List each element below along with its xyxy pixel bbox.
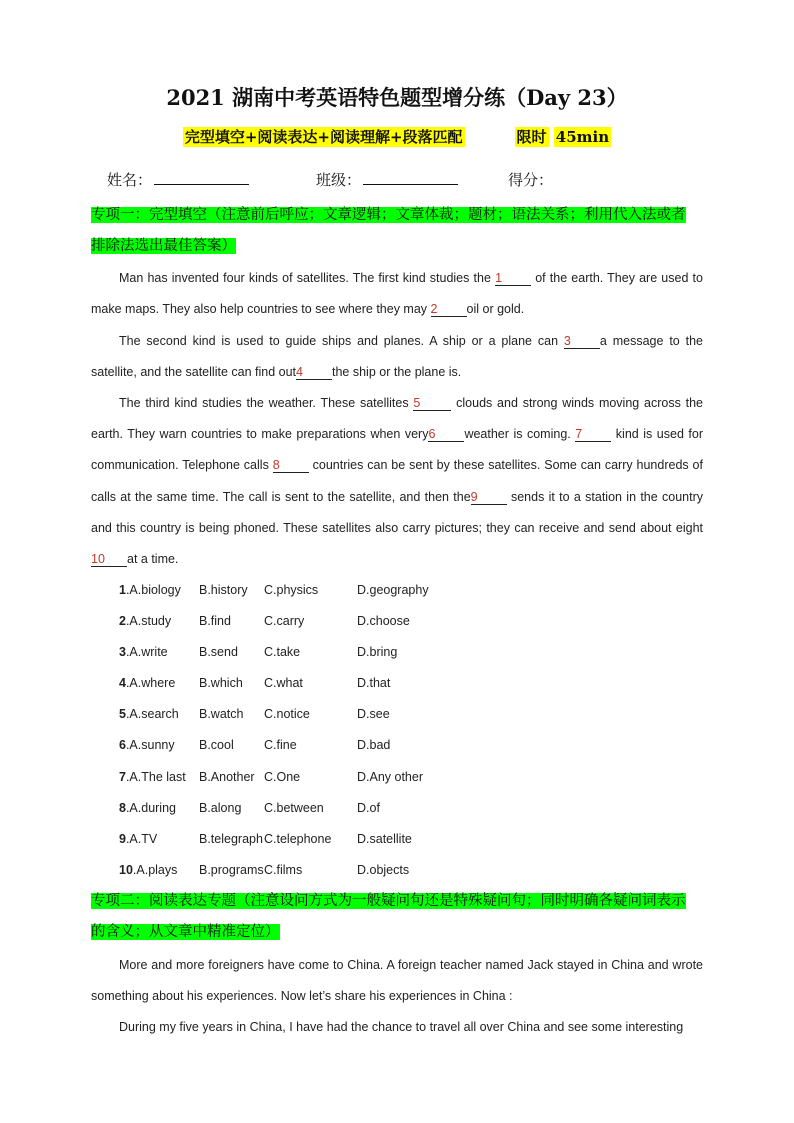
option-a: .A.plays xyxy=(132,862,178,877)
section2-heading-line1: 专项二：阅读表达专题（注意设问方式为一般疑问句还是特殊疑问句；同时明确各疑问词表示 xyxy=(91,893,686,909)
score-label: 得分： xyxy=(508,171,554,189)
option-b: B.programs xyxy=(199,862,264,877)
option-d: D.geography xyxy=(357,583,429,597)
option-d: D.of xyxy=(357,800,380,815)
option-c: C.take xyxy=(264,645,301,660)
blank-1: 1 xyxy=(495,271,531,286)
section1-heading-line2: 排除法选出最佳答案） xyxy=(91,238,236,254)
blank-9: 9 xyxy=(471,490,507,505)
option-row-7 xyxy=(119,762,679,793)
reading-paragraph-1: More and more foreigners have come to China. A foreign teacher named Jack stayed in China and wrote something about his experiences. Now let’s share his experiences in China : xyxy=(91,958,703,1004)
question-number: 5 xyxy=(119,707,126,722)
option-row-1 xyxy=(119,575,679,606)
question-number: 4 xyxy=(119,676,126,691)
option-d: D.see xyxy=(357,707,390,722)
option-a: .A.during xyxy=(125,800,176,815)
cloze-paragraph-2: The second kind is used to guide ships and planes. A ship or a plane can 3 a message to the satellite, and the satellite can find out4 the ship or the plane is. xyxy=(91,334,703,380)
option-b: B.which xyxy=(199,676,243,691)
blank-6: 6 xyxy=(428,427,464,442)
blank-7: 7 xyxy=(575,427,611,442)
option-row-10 xyxy=(119,855,679,886)
option-row-6 xyxy=(119,730,679,761)
option-c: C.notice xyxy=(264,707,310,722)
option-c: C.films xyxy=(264,862,303,877)
question-types-highlight: 完型填空+阅读表达+阅读理解+段落匹配 xyxy=(184,128,463,146)
cloze-paragraph-3: The third kind studies the weather. These satellites 5 clouds and strong winds moving across the earth. They warn countries to make preparations when very6 weather is coming. 7 kind is used for communication. Telephone calls 8 countries can be sent by these satellites. Some can carry hundreds of calls at the same time. The call is sent to the satellite, and then the9 sends it to a station in the country and this country is being phoned. These satellites also carry pictures; they can receive and send about eight 10 at a time. xyxy=(91,396,703,567)
question-number: 9 xyxy=(119,831,126,846)
option-row-5 xyxy=(119,699,679,730)
time-limit-label: 限时 xyxy=(516,128,547,146)
option-d: D.Any other xyxy=(357,769,424,784)
option-row-9 xyxy=(119,824,679,855)
option-c: C.One xyxy=(264,769,301,784)
name-field xyxy=(107,169,249,190)
option-b: B.along xyxy=(199,800,242,815)
option-b: B.cool xyxy=(199,738,234,753)
option-d: D.that xyxy=(357,676,391,691)
blank-10: 10 xyxy=(91,552,127,567)
option-d: D.bring xyxy=(357,645,398,660)
option-c: C.fine xyxy=(264,738,297,753)
question-number: 3 xyxy=(119,645,126,660)
section2-heading xyxy=(91,886,703,948)
option-a: .A.TV xyxy=(125,831,158,846)
option-d: D.bad xyxy=(357,738,391,753)
option-b: B.send xyxy=(199,645,238,660)
option-d: D.choose xyxy=(357,614,410,629)
question-number: 6 xyxy=(119,738,126,753)
name-label: 姓名： xyxy=(107,171,153,189)
option-d: D.satellite xyxy=(357,831,412,846)
option-a: .A.biology xyxy=(125,583,181,597)
question-number: 1 xyxy=(119,583,126,597)
option-c: C.physics xyxy=(264,583,319,597)
option-a: .A.study xyxy=(125,614,172,629)
option-b: B.find xyxy=(199,614,231,629)
blank-3: 3 xyxy=(564,334,600,349)
class-underline xyxy=(363,170,458,185)
blank-8: 8 xyxy=(273,458,309,473)
option-d: D.objects xyxy=(357,862,410,877)
name-underline xyxy=(154,170,249,185)
option-row-8 xyxy=(119,793,679,824)
option-b: B.telegraph xyxy=(199,831,263,846)
section1-heading xyxy=(91,200,703,262)
blank-4: 4 xyxy=(296,365,332,380)
cloze-paragraph-1: Man has invented four kinds of satellites. The first kind studies the 1 of the earth. They are used to make maps. They also help countries to see where they may 2 oil or gold. xyxy=(91,271,703,317)
page-title: 2021 湖南中考英语特色题型增分练（Day 23） xyxy=(166,85,628,110)
answer-options xyxy=(119,575,679,886)
option-c: C.carry xyxy=(264,614,305,629)
option-row-3 xyxy=(119,637,679,668)
option-a: .A.search xyxy=(125,707,179,722)
option-a: .A.sunny xyxy=(125,738,175,753)
option-c: C.what xyxy=(264,676,303,691)
question-number: 2 xyxy=(119,614,126,629)
section1-heading-line1: 专项一：完型填空（注意前后呼应；文章逻辑；文章体裁；题材；语法关系；利用代入法或者 xyxy=(91,207,686,223)
option-a: .A.where xyxy=(125,676,176,691)
option-b: B.history xyxy=(199,583,248,597)
time-limit-value: 45min xyxy=(555,128,610,146)
option-c: C.telephone xyxy=(264,831,332,846)
question-number: 10 xyxy=(119,862,133,877)
question-number: 8 xyxy=(119,800,126,815)
option-row-2 xyxy=(119,606,679,637)
option-b: B.Another xyxy=(199,769,255,784)
section2-heading-line2: 的含义；从文章中精准定位） xyxy=(91,924,280,940)
reading-paragraph-2: During my five years in China, I have had the chance to travel all over China and see some interesting xyxy=(119,1020,684,1034)
option-b: B.watch xyxy=(199,707,244,722)
class-field xyxy=(316,169,458,190)
score-field xyxy=(508,169,553,190)
option-c: C.between xyxy=(264,800,324,815)
option-a: .A.The last xyxy=(125,769,186,784)
class-label: 班级： xyxy=(316,171,362,189)
option-a: .A.write xyxy=(125,645,168,660)
blank-5: 5 xyxy=(413,396,451,411)
option-row-4 xyxy=(119,668,679,699)
blank-2: 2 xyxy=(431,302,467,317)
question-number: 7 xyxy=(119,769,126,784)
subtitle xyxy=(0,126,794,147)
